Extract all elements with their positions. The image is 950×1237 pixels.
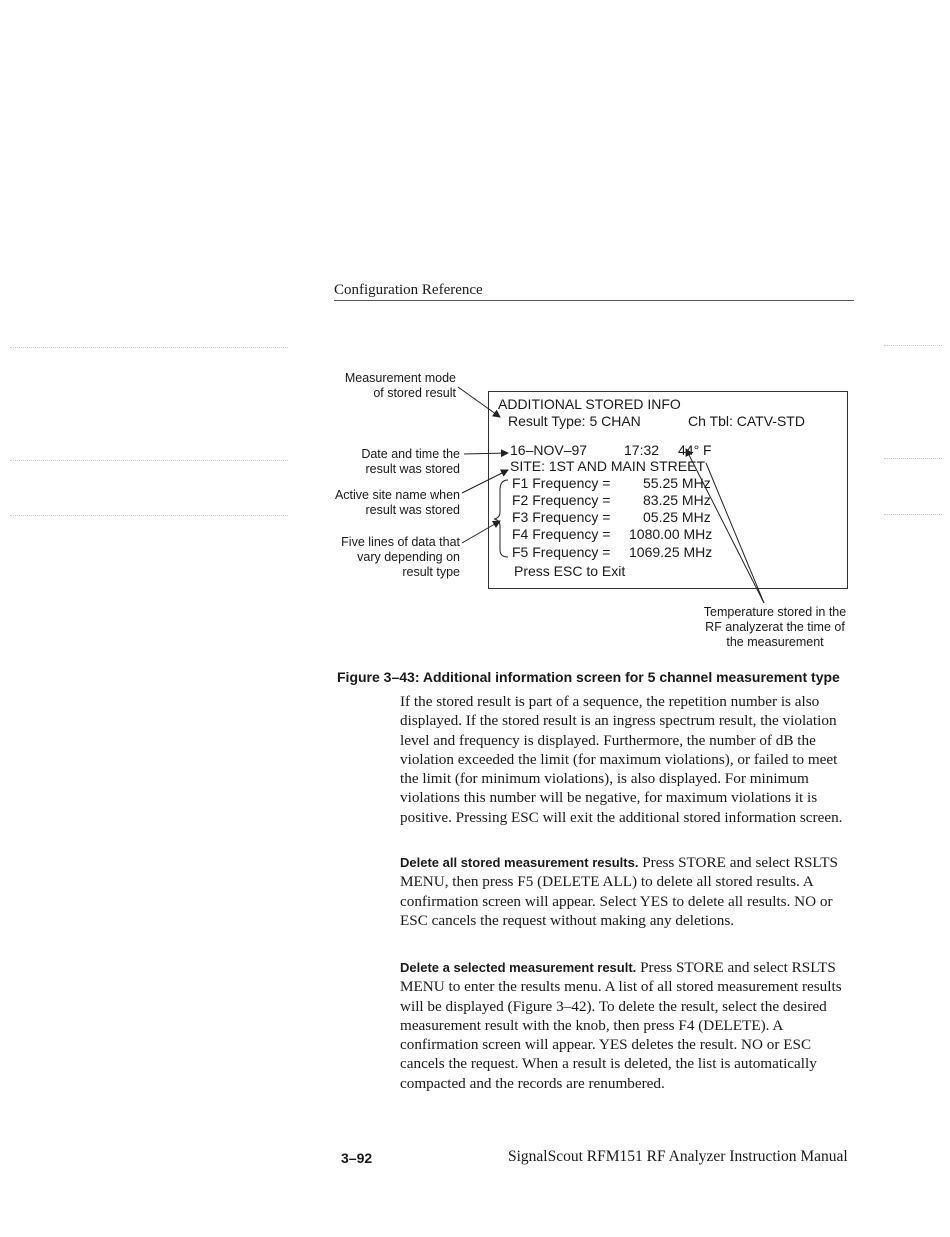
leader-mode xyxy=(458,387,500,417)
manual-title: SignalScout RFM151 RF Analyzer Instruction Manual xyxy=(508,1148,848,1165)
leader-temperature-2 xyxy=(706,463,764,603)
heading-delete-all: Delete all stored measurement results. xyxy=(400,855,639,870)
text-delete-selected: Press STORE and select RSLTS MENU to enter the results menu. A list of all stored measurement results will be displayed (Figure 3–42). To delete the result, select the desired measurement result with the knob, then press F4 (DELETE). A confirmation screen will appear. YES deletes the result. NO or ESC cancels the request. When a result is deleted, the list is automatically compacted and the records are renumbered. xyxy=(400,959,842,1092)
screen-time: 17:32 xyxy=(624,442,660,458)
figure-caption: Figure 3–43: Additional information screen for 5 channel measurement type xyxy=(337,669,840,685)
screen-temperature: 44° F xyxy=(678,442,712,458)
screen-freq-value: 55.25 MHz xyxy=(643,475,711,491)
screen-freq-label: F4 Frequency = xyxy=(512,526,611,542)
leader-date xyxy=(464,453,508,454)
screen-freq-label: F5 Frequency = xyxy=(512,544,611,560)
screen-freq-label: F1 Frequency = xyxy=(512,475,611,491)
paragraph-delete-all xyxy=(400,853,850,930)
heading-delete-selected: Delete a selected measurement result. xyxy=(400,960,637,975)
screen-date: 16–NOV–97 xyxy=(510,442,588,458)
paragraph-delete-selected xyxy=(400,958,850,1093)
screen-freq-label: F3 Frequency = xyxy=(512,509,611,525)
screen-exit-hint: Press ESC to Exit xyxy=(514,563,626,579)
callout-measurement-mode: Measurement mode of stored result xyxy=(344,371,456,400)
screen-result-type: Result Type: 5 CHAN xyxy=(508,413,641,429)
text-delete-all: Press STORE and select RSLTS MENU, then press F5 (DELETE ALL) to delete all stored results. A confirmation screen will appear. Select YES to delete all results. NO or ESC cancels the request without making any deletions. xyxy=(400,854,838,929)
leader-temperature xyxy=(686,449,764,603)
screen-title: ADDITIONAL STORED INFO xyxy=(498,396,681,412)
callout-temperature: Temperature stored in the RF analyzerat the time of the measurement xyxy=(703,605,847,649)
screen-site: SITE: 1ST AND MAIN STREET xyxy=(510,458,706,474)
screen-freq-value: 05.25 MHz xyxy=(643,509,711,525)
page-number: 3–92 xyxy=(341,1150,373,1166)
screen-channel-table: Ch Tbl: CATV-STD xyxy=(688,413,805,429)
callout-site-name: Active site name when result was stored xyxy=(334,488,460,517)
leader-lines xyxy=(462,521,500,543)
screen-freq-label: F2 Frequency = xyxy=(512,492,611,508)
leader-site xyxy=(462,470,508,493)
screen-freq-value: 1080.00 MHz xyxy=(629,526,713,542)
paragraph-stored-result: If the stored result is part of a sequence, the repetition number is also displayed. If the stored result is an ingress spectrum result, the violation level and frequency is displayed. Furthermore, the number of dB the violation exceeded the limit (for maximum violations), or failed to meet the limit (for minimum violations), is also displayed. For minimum violations this number will be negative, for maximum violations it is positive. Pressing ESC will exit the additional stored information screen. xyxy=(400,693,843,826)
screen-freq-value: 83.25 MHz xyxy=(643,492,711,508)
callout-date-time: Date and time the result was stored xyxy=(361,447,460,476)
section-title: Configuration Reference xyxy=(334,282,483,298)
data-lines-brace xyxy=(494,480,508,557)
screen-freq-value: 1069.25 MHz xyxy=(629,544,713,560)
callout-five-lines: Five lines of data that vary depending on result type xyxy=(341,535,460,579)
